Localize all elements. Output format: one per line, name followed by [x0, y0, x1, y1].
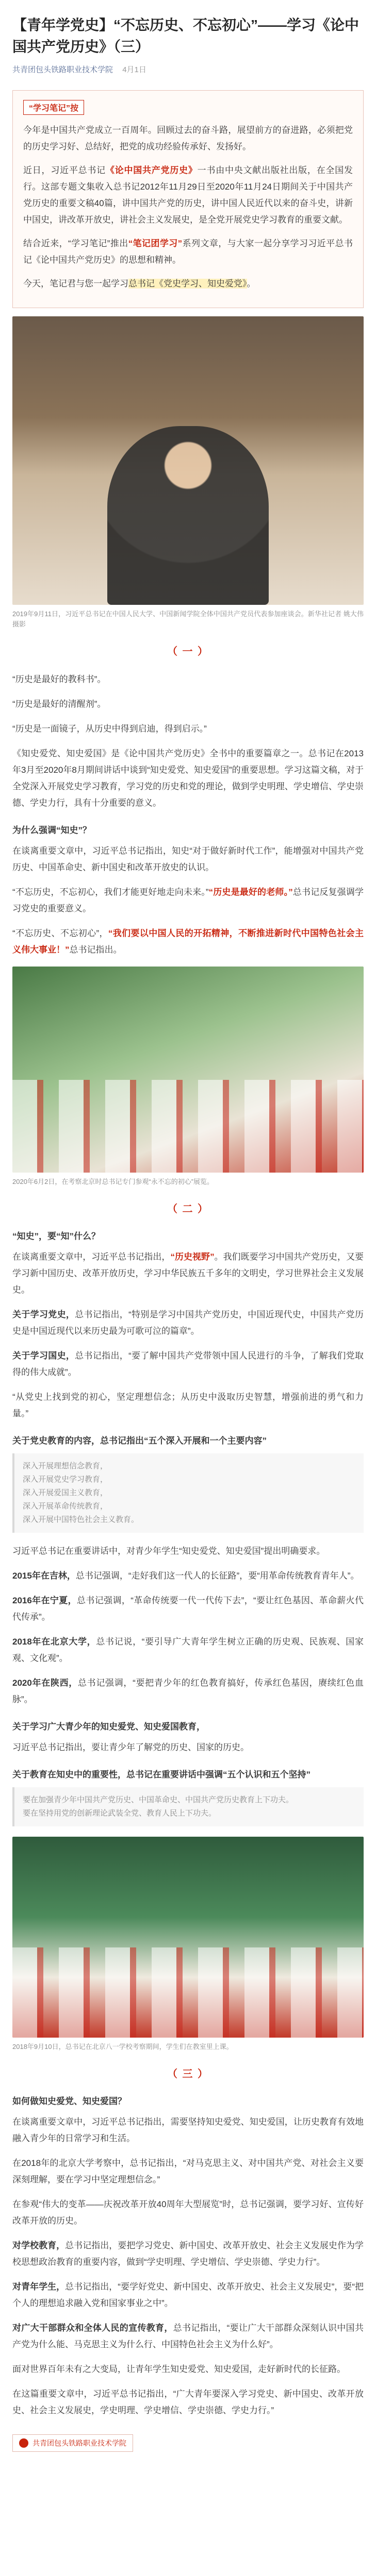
quote-item: 深入开展革命传统教育， [23, 1502, 108, 1511]
label-guoshi: 关于学习国史， [12, 1351, 75, 1361]
subhead-how: 如何做知史爱党、知史爱国？ [12, 2096, 126, 2106]
article [0, 14, 376, 2465]
paragraph-how-3: 在参观“伟大的变革——庆祝改革开放40周年大型展览”时，总书记强调，要学习好、宣传好改革开放的历史。 [12, 2199, 364, 2226]
article-title: 【青年学党史】“不忘历史、不忘初心”——学习《论中国共产党历史》（三） [12, 17, 359, 55]
photo-caption-2: 2020年6月2日，在考察北京时总书记专门参观“永不忘的初心”展览。 [12, 1178, 214, 1185]
editor-note-p3 [23, 235, 353, 268]
subhead-content: 关于党史教育的内容，总书记指出“五个深入开展和一个主要内容” [12, 1436, 267, 1446]
publish-date: 4月1日 [122, 65, 146, 74]
photo-caption-3: 2018年9月10日，总书记在北京八一学校考察期间，学生们在教室里上课。 [12, 2043, 233, 2050]
article-meta [12, 64, 364, 75]
paragraph-closing-1: 面对世界百年未有之大变局，让青年学生知史爱党、知史爱国，走好新时代的长征路。 [12, 2364, 346, 2374]
subhead-know-what: “知史”，要“知”什么？ [12, 1231, 100, 1241]
quote-item: 深入开展爱国主义教育， [23, 1488, 108, 1497]
quote-line-3: “历史是一面镜子，从历史中得到启迪，得到启示。” [12, 724, 207, 734]
paragraph-how-1: 在谈离重要文章中，习近平总书记指出，需要坚持知史爱党、知史爱国，让历史教育有效地融入青少年的日常学习和生活。 [12, 2117, 364, 2143]
league-emblem-icon [19, 2438, 28, 2448]
paragraph-2016-text: 总书记强调，“革命传统要一代一代传下去”，“要让红色基因、革命薪火代代传承”。 [12, 1596, 364, 1622]
quote-item: 深入开展理想信念教育， [23, 1462, 108, 1470]
paragraph-why-2-pre: “不忘历史，不忘初心，我们才能更好地走向未来。” [12, 887, 209, 897]
photo-classroom-students [12, 1947, 364, 2038]
account-link[interactable]: 共青团包头铁路职业技术学院 [12, 65, 113, 74]
paragraph-public [12, 2320, 364, 2353]
paragraph-why-3-highlight: “我们要以中国人民的开拓精神，不断推进新时代中国特色社会主义伟大事业！” [12, 928, 364, 955]
quote-block-role [12, 1787, 364, 1826]
quote-item: 要在坚持用党的创新理论武装全党、教育人民上下功夫。 [23, 1809, 217, 1818]
book-title-highlight: 《论中国共产党历史》 [105, 165, 198, 175]
label-students: 对青年学生， [12, 2282, 66, 2292]
paragraph-2018-text: 总书记说，“要引导广大青年学生树立正确的历史观、民族观、国家观、文化观”。 [12, 1637, 364, 1663]
paragraph-know-1-post: 。我们既要学习中国共产党历史，又要学习新中国历史、改革开放历史，学习中华民族五千多年的文明史，学习世界社会主义发展史。 [12, 1252, 364, 1295]
label-2020: 2020年在陕西， [12, 1678, 78, 1688]
editor-note-tag-line [23, 100, 353, 115]
paragraph-public-text: 总书记指出，“要让广大干部群众深刻认识中国共产党为什么能、马克思主义为什么行、中国特色社会主义为什么好”。 [12, 2323, 364, 2349]
quote-line-1: “历史是最好的教科书”。 [12, 674, 106, 684]
label-2016: 2016年在宁夏， [12, 1596, 77, 1605]
paragraph-why-3 [12, 925, 364, 958]
paragraph-students-text: 总书记指出，“要学好党史、新中国史、改革开放史、社会主义发展史”，要“把个人的理想追求融入党和国家事业之中”。 [12, 2282, 364, 2308]
paragraph-2016 [12, 1592, 364, 1625]
paragraph-2020-text: 总书记强调，“要把青少年的红色教育搞好，传承红色基因，赓续红色血脉”。 [12, 1678, 364, 1704]
editor-note-p2 [23, 162, 353, 228]
section-mark-1: （ 一 ） [167, 646, 209, 657]
paragraph-intro: 《知史爱党、知史爱国》是《论中国共产党历史》全书中的重要篇章之一。总书记在2013年3月至2020年8月期间讲话中谈到“知史爱党、知史爱国”的重要思想。学习这篇文稿，对于全党深入开展党史学习教育，学习党的历史和党的理论，做到学史明理、学史增信、学史崇德、学史力行，具有十分重要的意义。 [12, 749, 364, 808]
paragraph-guoshi-text: 总书记指出，“要了解中国共产党带领中国人民进行的斗争，了解我们党取得的伟大成就”。 [12, 1351, 364, 1377]
footer-account-badge[interactable] [12, 2434, 133, 2452]
editor-note-p4-post: 。 [247, 279, 256, 289]
series-name-highlight: “笔记团学习” [128, 239, 183, 248]
topic-highlight: 总书记《党史学习、知史爱党》 [128, 279, 247, 289]
editor-note-p2-post: 一书由中央文献出版社出版，在全国发行。这部专题文集收入总书记2012年11月29日至2020年11月24日期间关于中国共产党历史的重要文稿40篇，讲中国共产党的历史，讲中国人民近代以来的奋斗史，讲新中国史，讲改革开放史，讲社会主义发展史，是全党开展党史学习教育的重要文献。 [23, 165, 353, 225]
quote-block-education [12, 1453, 364, 1533]
paragraph-school-text: 总书记指出，要把学习党史、新中国史、改革开放史、社会主义发展史作为学校思想政治教育的重要内容，做到“学史明理、学史增信、学史崇德、学史力行”。 [12, 2241, 364, 2267]
paragraph-why-2 [12, 884, 364, 917]
paragraph-dangshi-text: 总书记指出，“特别是学习中国共产党历史，中国近现代史，中国共产党历史是中国近现代以来历史最为可歌可泣的篇章”。 [12, 1310, 364, 1336]
paragraph-2015 [12, 1568, 364, 1584]
paragraph-why-2-highlight: “历史是最好的老师。” [208, 887, 293, 897]
paragraph-know-1 [12, 1249, 364, 1298]
paragraph-why-3-pre: “不忘历史、不忘初心”， [12, 928, 108, 938]
paragraph-know-2: “从党史上找到党的初心，坚定理想信念；从历史中汲取历史智慧，增强前进的勇气和力量。” [12, 1392, 364, 1418]
paragraph-know-1-highlight: “历史视野” [170, 1252, 215, 1262]
label-2018: 2018年在北京大学， [12, 1637, 96, 1647]
editor-note-p4 [23, 276, 353, 292]
editor-note-p4-pre: 今天，笔记君与您一起学习 [23, 279, 128, 289]
photo-speech [12, 316, 364, 605]
quote-line-2: “历史是最好的清醒剂”。 [12, 699, 106, 709]
subhead-youth: 关于学习广大青少年的知史爱党、知史爱国教育， [12, 1722, 205, 1732]
editor-note-p3-post: 系列文章，与大家一起分享学习习近平总书记《论中国共产党历史》的思想和精神。 [23, 239, 353, 265]
paragraph-why-2-post: 总书记反复强调学习党史的重要意义。 [12, 887, 364, 913]
photo-speaker-figure [107, 426, 269, 605]
photo-caption-1: 2019年9月11日，习近平总书记在中国人民大学、中国新闻学院全体中国共产党员代表参加座谈会。新华社记者 姚大伟 摄影 [12, 610, 364, 628]
paragraph-guoshi [12, 1348, 364, 1381]
editor-note-p2-pre: 近日，习近平总书记 [23, 165, 106, 175]
editor-note-p3-pre: 结合近来，“学习笔记”推出 [23, 239, 128, 248]
paragraph-how-2: 在2018年的北京大学考察中，总书记指出，“对马克思主义、对中国共产党、对社会主义要深刻理解，要在学习中坚定理想信念。” [12, 2158, 364, 2184]
paragraph-2015-text: 总书记强调，“走好我们这一代人的长征路”，要“用革命传统教育青年人”。 [75, 1571, 359, 1581]
subhead-why: 为什么强调“知史”？ [12, 825, 91, 835]
paragraph-youth: 习近平总书记指出，要让青少年了解党的历史、国家的历史。 [12, 1742, 249, 1752]
photo-students-row [12, 1080, 364, 1173]
paragraph-dangshi [12, 1307, 364, 1340]
paragraph-know-1-pre: 在谈离重要文章中，习近平总书记指出， [12, 1252, 171, 1262]
editor-note-p1: 今年是中国共产党成立一百周年。回顾过去的奋斗路，展望前方的奋进路，必须把党的历史学习好、总结好，把党的成功经验传承好、发扬好。 [23, 125, 353, 151]
quote-item: 要在加强青少年中国共产党历史、中国革命史、中国共产党历史教育上下功夫。 [23, 1795, 294, 1804]
label-school: 对学校教育， [12, 2241, 66, 2250]
quote-item: 深入开展党史学习教育， [23, 1475, 108, 1484]
paragraph-requirements: 习近平总书记在重要讲话中，对青少年学生“知史爱党、知史爱国”提出明确要求。 [12, 1546, 325, 1556]
paragraph-2020 [12, 1675, 364, 1708]
quote-item: 深入开展中国特色社会主义教育。 [23, 1515, 139, 1524]
editor-note-box [12, 90, 364, 308]
label-dangshi: 关于学习党史， [12, 1310, 75, 1319]
paragraph-closing-2: 在这篇重要文章中，习近平总书记指出，“广大青年要深入学习党史、新中国史、改革开放史、社会主义发展史，学史明理、学史增信、学史崇德、学史力行。” [12, 2389, 364, 2415]
photo-exhibition [12, 967, 364, 1173]
label-public: 对广大干部群众和全体人民的宣传教育， [12, 2323, 173, 2333]
paragraph-2018 [12, 1634, 364, 1667]
subhead-role: 关于教育在知史中的重要性，总书记在重要讲话中强调“五个认识和五个坚持” [12, 1770, 310, 1780]
section-mark-2: （ 二 ） [167, 1204, 209, 1215]
paragraph-school [12, 2238, 364, 2270]
photo-classroom [12, 1837, 364, 2038]
paragraph-why-3-post: 总书记指出。 [69, 945, 122, 955]
footer-account-name: 共青团包头铁路职业技术学院 [32, 2439, 126, 2447]
label-2015: 2015年在吉林， [12, 1571, 76, 1581]
section-mark-3: （ 三 ） [167, 2069, 209, 2080]
paragraph-why-1: 在谈离重要文章中，习近平总书记指出，知史“对于做好新时代工作”，能增强对中国共产党历史、中国革命史、新中国史和改革开放史的认识。 [12, 846, 364, 872]
editor-note-tag: “学习笔记”按 [23, 100, 84, 115]
paragraph-students [12, 2279, 364, 2312]
